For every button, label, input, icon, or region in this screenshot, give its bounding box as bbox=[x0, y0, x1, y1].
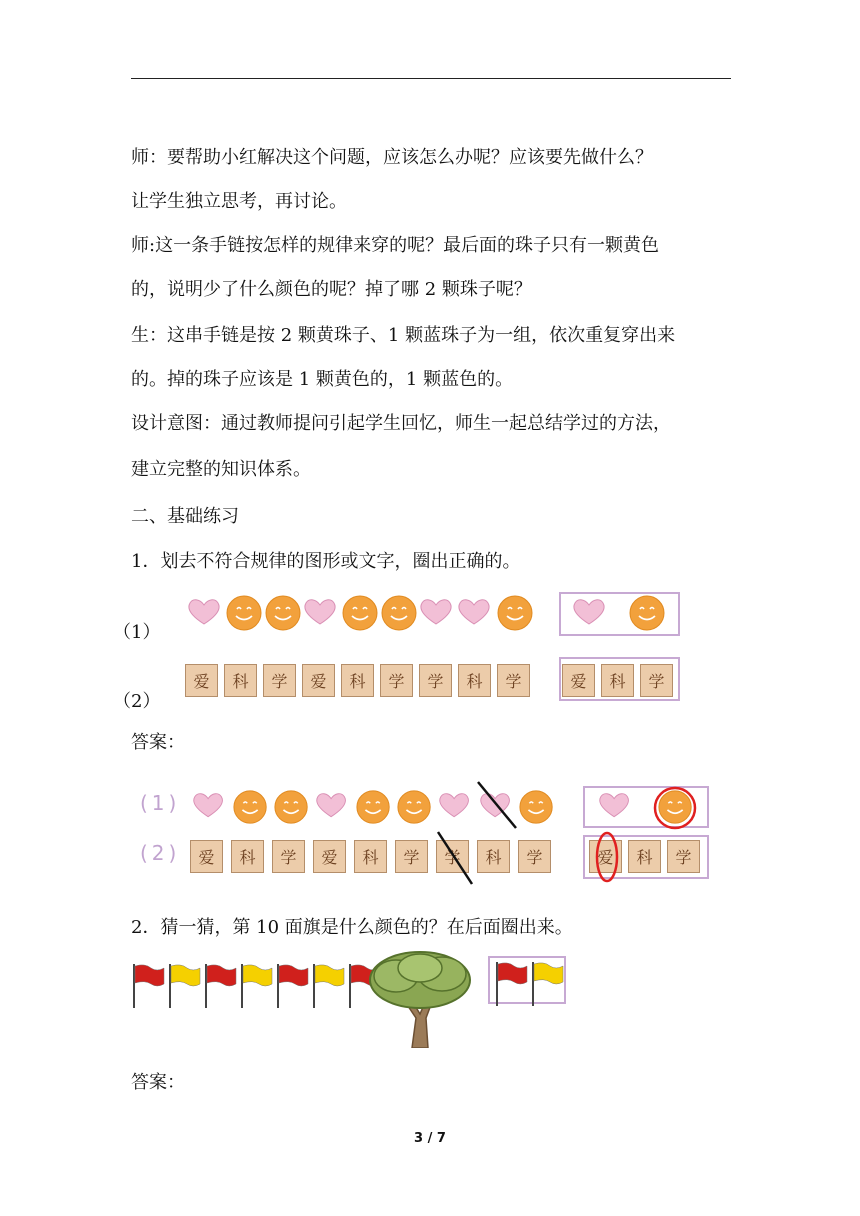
char-tile: 科 bbox=[231, 840, 264, 873]
a1-label-2: (2) bbox=[140, 841, 181, 865]
flag-icon bbox=[167, 962, 203, 1008]
page-number: 3 / 7 bbox=[414, 1131, 446, 1146]
flag-icon bbox=[275, 962, 311, 1008]
a1-label-1: (1) bbox=[140, 791, 181, 815]
question-1-text: 1．划去不符合规律的图形或文字，圈出正确的。 bbox=[131, 551, 521, 572]
paragraph-line: 建立完整的知识体系。 bbox=[131, 459, 311, 480]
correct-circle-1 bbox=[655, 788, 695, 828]
choice-tile: 科 bbox=[628, 840, 661, 873]
char-tile: 爱 bbox=[190, 840, 223, 873]
answer-label: 答案： bbox=[131, 1072, 185, 1093]
section-heading: 二、基础练习 bbox=[131, 506, 239, 527]
flag-icon-red bbox=[494, 960, 530, 1006]
tree-illustration bbox=[366, 948, 474, 1048]
strike-line-2 bbox=[438, 832, 472, 884]
char-tile: 学 bbox=[419, 664, 452, 697]
paragraph-line: 师:这一条手链按怎样的规律来穿的呢？最后面的珠子只有一颗黄色 bbox=[131, 235, 660, 256]
paragraph-line: 的，说明少了什么颜色的呢？掉了哪 2 颗珠子呢？ bbox=[131, 279, 532, 300]
flag-icon-yellow bbox=[530, 960, 566, 1006]
correct-circle-2 bbox=[597, 833, 617, 881]
flag-icon bbox=[203, 962, 239, 1008]
choice-tile: 爱 bbox=[562, 664, 595, 697]
q1-label-2: （2） bbox=[113, 691, 161, 712]
paragraph-line: 师：要帮助小红解决这个问题，应该怎么办呢？应该要先做什么？ bbox=[131, 147, 653, 168]
q1-label-1: （1） bbox=[113, 622, 161, 643]
paragraph-line: 的。掉的珠子应该是 1 颗黄色的，1 颗蓝色的。 bbox=[131, 369, 514, 390]
char-tile: 爱 bbox=[302, 664, 335, 697]
paragraph-line: 生：这串手链是按 2 颗黄珠子、1 颗蓝珠子为一组，依次重复穿出来 bbox=[131, 325, 676, 346]
choice-tile: 科 bbox=[601, 664, 634, 697]
char-tile: 学 bbox=[518, 840, 551, 873]
strike-line-1 bbox=[478, 782, 516, 828]
flag-icon bbox=[131, 962, 167, 1008]
flag-icon bbox=[239, 962, 275, 1008]
question-2-text: 2．猜一猜，第 10 面旗是什么颜色的？在后面圈出来。 bbox=[131, 917, 573, 938]
char-tile: 学 bbox=[380, 664, 413, 697]
flag-icon bbox=[311, 962, 347, 1008]
choice-tile: 爱 bbox=[589, 840, 622, 873]
choice-tile: 学 bbox=[667, 840, 700, 873]
char-tile: 学 bbox=[497, 664, 530, 697]
char-tile: 学 bbox=[272, 840, 305, 873]
char-tile: 科 bbox=[224, 664, 257, 697]
char-tile: 科 bbox=[477, 840, 510, 873]
char-tile: 科 bbox=[458, 664, 491, 697]
char-tile: 学 bbox=[263, 664, 296, 697]
char-tile: 学 bbox=[436, 840, 469, 873]
char-tile: 爱 bbox=[313, 840, 346, 873]
answer-label: 答案： bbox=[131, 732, 185, 753]
char-tile: 学 bbox=[395, 840, 428, 873]
char-tile: 爱 bbox=[185, 664, 218, 697]
char-tile: 科 bbox=[354, 840, 387, 873]
paragraph-line: 设计意图：通过教师提问引起学生回忆，师生一起总结学过的方法， bbox=[131, 413, 671, 434]
choice-tile: 学 bbox=[640, 664, 673, 697]
char-tile: 科 bbox=[341, 664, 374, 697]
paragraph-line: 让学生独立思考，再讨论。 bbox=[131, 191, 347, 212]
